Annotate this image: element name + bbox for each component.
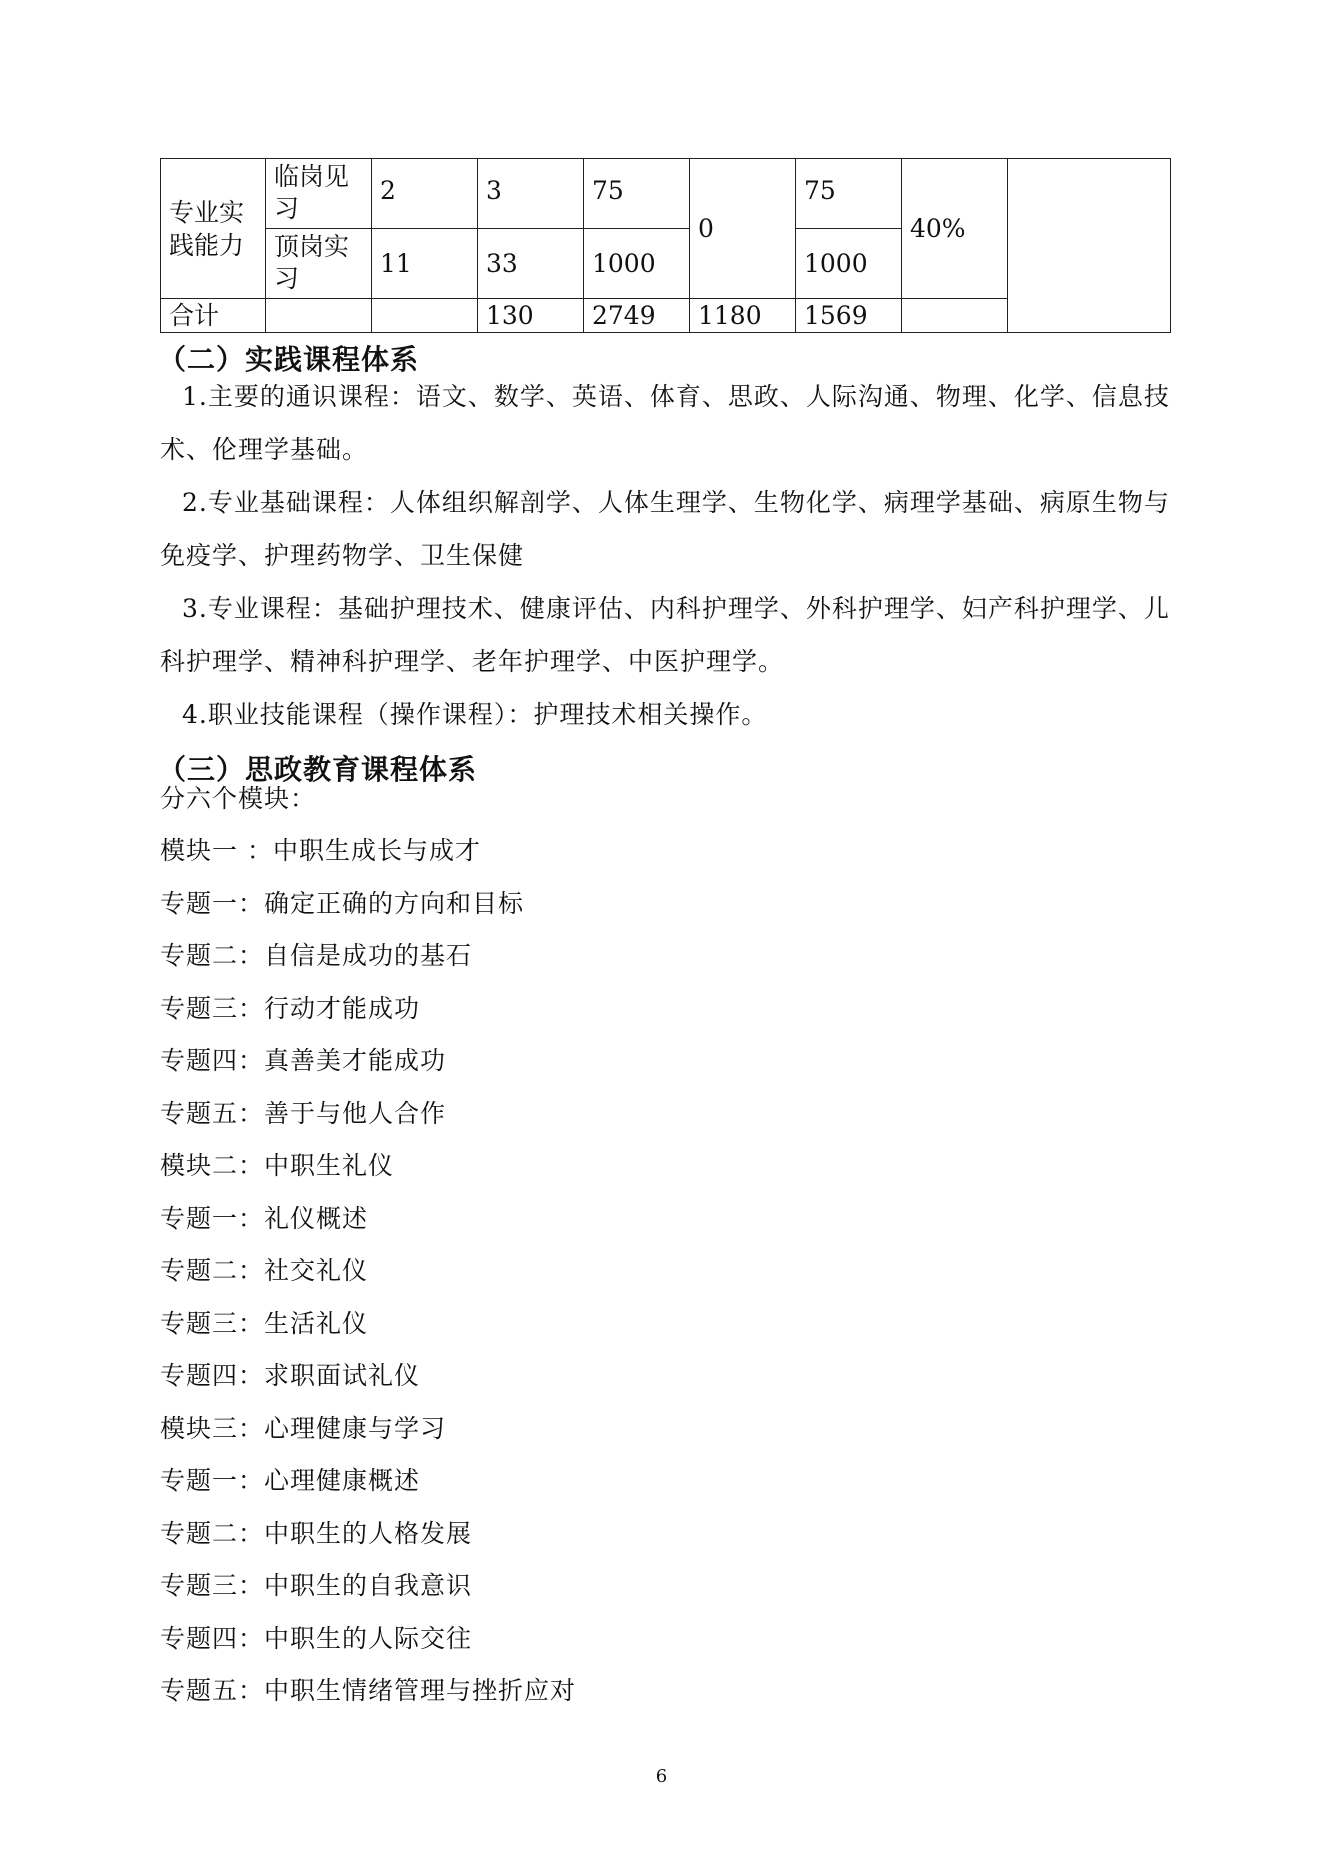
section-heading: （三）思政教育课程体系	[158, 753, 478, 786]
module-title: 模块一 ：中职生成长与成才	[160, 836, 481, 865]
paragraph	[160, 582, 1170, 688]
table-cell: 75	[584, 159, 690, 229]
table-cell: 1180	[690, 299, 796, 333]
table-cell: 1000	[796, 229, 902, 299]
topic-line: 专题三：行动才能成功	[160, 993, 421, 1023]
table-cell: 130	[478, 299, 584, 333]
paragraph-text: 4.职业技能课程（操作课程）：护理技术相关操作。	[182, 700, 768, 729]
topic-line: 专题一：礼仪概述	[160, 1203, 369, 1233]
topic-line: 专题五：善于与他人合作	[160, 1098, 447, 1128]
table-cell: 11	[372, 229, 478, 299]
topic-line: 专题五：中职生情绪管理与挫折应对	[160, 1676, 577, 1705]
table-cell: 1569	[796, 299, 902, 333]
paragraph-text: 1.主要的通识课程：语文、数学、英语、体育、思政、人际沟通、物理、化学、信息技术、伦理学基础。	[160, 382, 1170, 464]
table-cell-course: 顶岗实习	[266, 229, 372, 299]
topic-line: 专题二：社交礼仪	[160, 1256, 369, 1285]
topic-line: 专题一：确定正确的方向和目标	[160, 888, 525, 918]
paragraph	[160, 370, 1170, 476]
topic-line: 专题三：中职生的自我意识	[160, 1571, 473, 1600]
table-cell: 33	[478, 229, 584, 299]
table-cell-empty	[372, 299, 478, 333]
table-cell: 2	[372, 159, 478, 229]
paragraph-text: 3.专业课程：基础护理技术、健康评估、内科护理学、外科护理学、妇产科护理学、儿科护理学、精神科护理学、老年护理学、中医护理学。	[160, 594, 1170, 676]
topic-line: 专题二：自信是成功的基石	[160, 941, 473, 970]
table-cell: 3	[478, 159, 584, 229]
credit-hours-table	[160, 158, 1171, 333]
section-heading: （二）实践课程体系	[158, 343, 420, 376]
module-title: 模块三：心理健康与学习	[160, 1413, 447, 1443]
table-cell-percent: 40%	[902, 159, 1008, 299]
topic-line: 专题三：生活礼仪	[160, 1308, 369, 1338]
paragraph	[160, 476, 1170, 582]
table-cell-empty	[1008, 159, 1171, 333]
topic-line: 专题二：中职生的人格发展	[160, 1518, 473, 1548]
topic-line: 专题四：真善美才能成功	[160, 1046, 447, 1075]
paragraph	[160, 688, 1170, 741]
table-cell-total-label: 合计	[161, 299, 266, 333]
page-number: 6	[655, 1766, 668, 1787]
table-cell-course: 临岗见习	[266, 159, 372, 229]
table-cell: 2749	[584, 299, 690, 333]
table-cell-empty	[266, 299, 372, 333]
table-row	[161, 159, 1171, 229]
paragraph-text: 2.专业基础课程：人体组织解剖学、人体生理学、生物化学、病理学基础、病原生物与免疫学、护理药物学、卫生保健	[160, 488, 1170, 570]
topic-line: 专题一：心理健康概述	[160, 1466, 421, 1495]
table-cell: 1000	[584, 229, 690, 299]
topic-line: 专题四：中职生的人际交往	[160, 1623, 473, 1653]
table-cell: 75	[796, 159, 902, 229]
table-cell: 0	[690, 159, 796, 299]
module-title: 模块二：中职生礼仪	[160, 1151, 395, 1180]
intro-line: 分六个模块：	[160, 784, 317, 813]
topic-line: 专题四：求职面试礼仪	[160, 1361, 421, 1390]
table-cell-category: 专业实践能力	[161, 159, 266, 299]
table-cell-empty	[902, 299, 1008, 333]
